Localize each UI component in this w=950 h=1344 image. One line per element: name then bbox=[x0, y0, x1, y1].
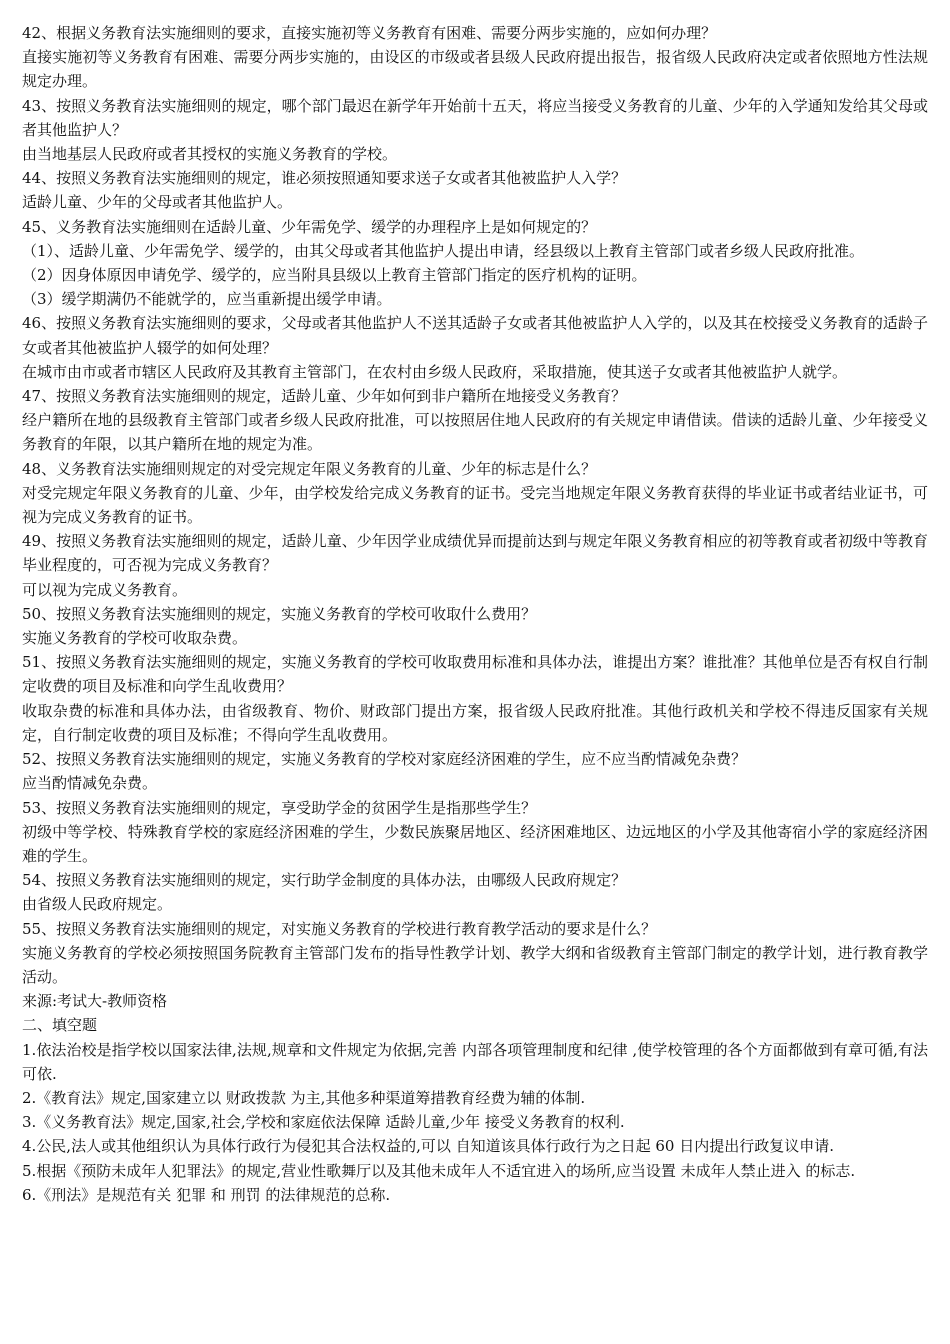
fill-in-item-4: 4.公民,法人或其他组织认为具体行政行为侵犯其合法权益的,可以 自知道该具体行政行为之日起 60 日内提出行政复议申请. bbox=[22, 1137, 835, 1156]
answer-52: 应当酌情减免杂费。 bbox=[22, 774, 158, 793]
answer-45-item-3: （3）缓学期满仍不能就学的，应当重新提出缓学申请。 bbox=[22, 290, 392, 309]
question-49: 49、按照义务教育法实施细则的规定，适龄儿童、少年因学业成绩优异而提前达到与规定年限义务教育相应的初等教育或者初级中等教育毕业程度的，可否视为完成义务教育？ bbox=[22, 532, 928, 575]
answer-46: 在城市由市或者市辖区人民政府及其教育主管部门，在农村由乡级人民政府，采取措施，使其送子女或者其他被监护人就学。 bbox=[22, 362, 848, 381]
section-heading-fill-in: 二、填空题 bbox=[22, 1016, 98, 1035]
question-52: 52、按照义务教育法实施细则的规定，实施义务教育的学校对家庭经济困难的学生，应不应当酌情减免杂费？ bbox=[22, 750, 747, 769]
question-48: 48、义务教育法实施细则规定的对受完规定年限义务教育的儿童、少年的标志是什么？ bbox=[22, 459, 597, 478]
question-55: 55、按照义务教育法实施细则的规定，对实施义务教育的学校进行教育教学活动的要求是什么？ bbox=[22, 919, 657, 938]
fill-in-item-5: 5.根据《预防未成年人犯罪法》的规定,营业性歌舞厅以及其他未成年人不适宜进入的场所,应当设置 未成年人禁止进入 的标志. bbox=[22, 1161, 856, 1180]
source-note: 来源:考试大-教师资格 bbox=[22, 992, 168, 1011]
question-51: 51、按照义务教育法实施细则的规定，实施义务教育的学校可收取费用标准和具体办法，谁提出方案？谁批准？其他单位是否有权自行制定收费的项目及标准和向学生乱收费用？ bbox=[22, 653, 928, 696]
question-50: 50、按照义务教育法实施细则的规定，实施义务教育的学校可收取什么费用？ bbox=[22, 604, 537, 623]
question-45: 45、义务教育法实施细则在适龄儿童、少年需免学、缓学的办理程序上是如何规定的？ bbox=[22, 217, 597, 236]
question-47: 47、按照义务教育法实施细则的规定，适龄儿童、少年如何到非户籍所在地接受义务教育？ bbox=[22, 387, 627, 406]
answer-42: 直接实施初等义务教育有困难、需要分两步实施的，由设区的市级或者县级人民政府提出报告，报省级人民政府决定或者依照地方性法规规定办理。 bbox=[22, 48, 928, 91]
fill-in-item-3: 3.《义务教育法》规定,国家,社会,学校和家庭依法保障 适龄儿童,少年 接受义务教育的权利. bbox=[22, 1113, 625, 1132]
answer-44: 适龄儿童、少年的父母或者其他监护人。 bbox=[22, 193, 293, 212]
fill-in-item-6: 6.《刑法》是规范有关 犯罪 和 刑罚 的法律规范的总称. bbox=[22, 1185, 391, 1204]
answer-45-item-1: （1）、适龄儿童、少年需免学、缓学的，由其父母或者其他监护人提出申请，经县级以上教育主管部门或者乡级人民政府批准。 bbox=[22, 241, 865, 260]
answer-55: 实施义务教育的学校必须按照国务院教育主管部门发布的指导性教学计划、教学大纲和省级教育主管部门制定的教学计划，进行教育教学活动。 bbox=[22, 943, 928, 986]
answer-47: 经户籍所在地的县级教育主管部门或者乡级人民政府批准，可以按照居住地人民政府的有关规定申请借读。借读的适龄儿童、少年接受义务教育的年限，以其户籍所在地的规定为准。 bbox=[22, 411, 928, 454]
answer-49: 可以视为完成义务教育。 bbox=[22, 580, 188, 599]
answer-54: 由省级人民政府规定。 bbox=[22, 895, 173, 914]
fill-in-item-2: 2.《教育法》规定,国家建立以 财政拨款 为主,其他多种渠道筹措教育经费为辅的体制. bbox=[22, 1088, 586, 1107]
question-46: 46、按照义务教育法实施细则的要求，父母或者其他监护人不送其适龄子女或者其他被监护人入学的，以及其在校接受义务教育的适龄子女或者其他被监护人辍学的如何处理？ bbox=[22, 314, 928, 357]
answer-50: 实施义务教育的学校可收取杂费。 bbox=[22, 629, 248, 648]
question-44: 44、按照义务教育法实施细则的规定，谁必须按照通知要求送子女或者其他被监护人入学？ bbox=[22, 169, 627, 188]
answer-45-item-2: （2）因身体原因申请免学、缓学的，应当附具县级以上教育主管部门指定的医疗机构的证明。 bbox=[22, 266, 647, 285]
answer-53: 初级中等学校、特殊教育学校的家庭经济困难的学生，少数民族聚居地区、经济困难地区、边远地区的小学及其他寄宿小学的家庭经济困难的学生。 bbox=[22, 822, 928, 865]
answer-51: 收取杂费的标准和具体办法，由省级教育、物价、财政部门提出方案，报省级人民政府批准。其他行政机关和学校不得违反国家有关规定，自行制定收费的项目及标准；不得向学生乱收费用。 bbox=[22, 701, 928, 744]
question-42: 42、根据义务教育法实施细则的要求，直接实施初等义务教育有困难、需要分两步实施的，应如何办理？ bbox=[22, 24, 717, 42]
fill-in-item-1: 1.依法治校是指学校以国家法律,法规,规章和文件规定为依据,完善 内部各项管理制度和纪律 ,使学校管理的各个方面都做到有章可循,有法可依. bbox=[22, 1040, 928, 1083]
question-54: 54、按照义务教育法实施细则的规定，实行助学金制度的具体办法，由哪级人民政府规定？ bbox=[22, 871, 627, 890]
question-43: 43、按照义务教育法实施细则的规定，哪个部门最迟在新学年开始前十五天，将应当接受义务教育的儿童、少年的入学通知发给其父母或者其他监护人？ bbox=[22, 96, 928, 139]
answer-48: 对受完规定年限义务教育的儿童、少年，由学校发给完成义务教育的证书。受完当地规定年限义务教育获得的毕业证书或者结业证书，可视为完成义务教育的证书。 bbox=[22, 483, 928, 527]
question-53: 53、按照义务教育法实施细则的规定，享受助学金的贫困学生是指那些学生？ bbox=[22, 798, 537, 817]
answer-43: 由当地基层人民政府或者其授权的实施义务教育的学校。 bbox=[22, 145, 398, 164]
